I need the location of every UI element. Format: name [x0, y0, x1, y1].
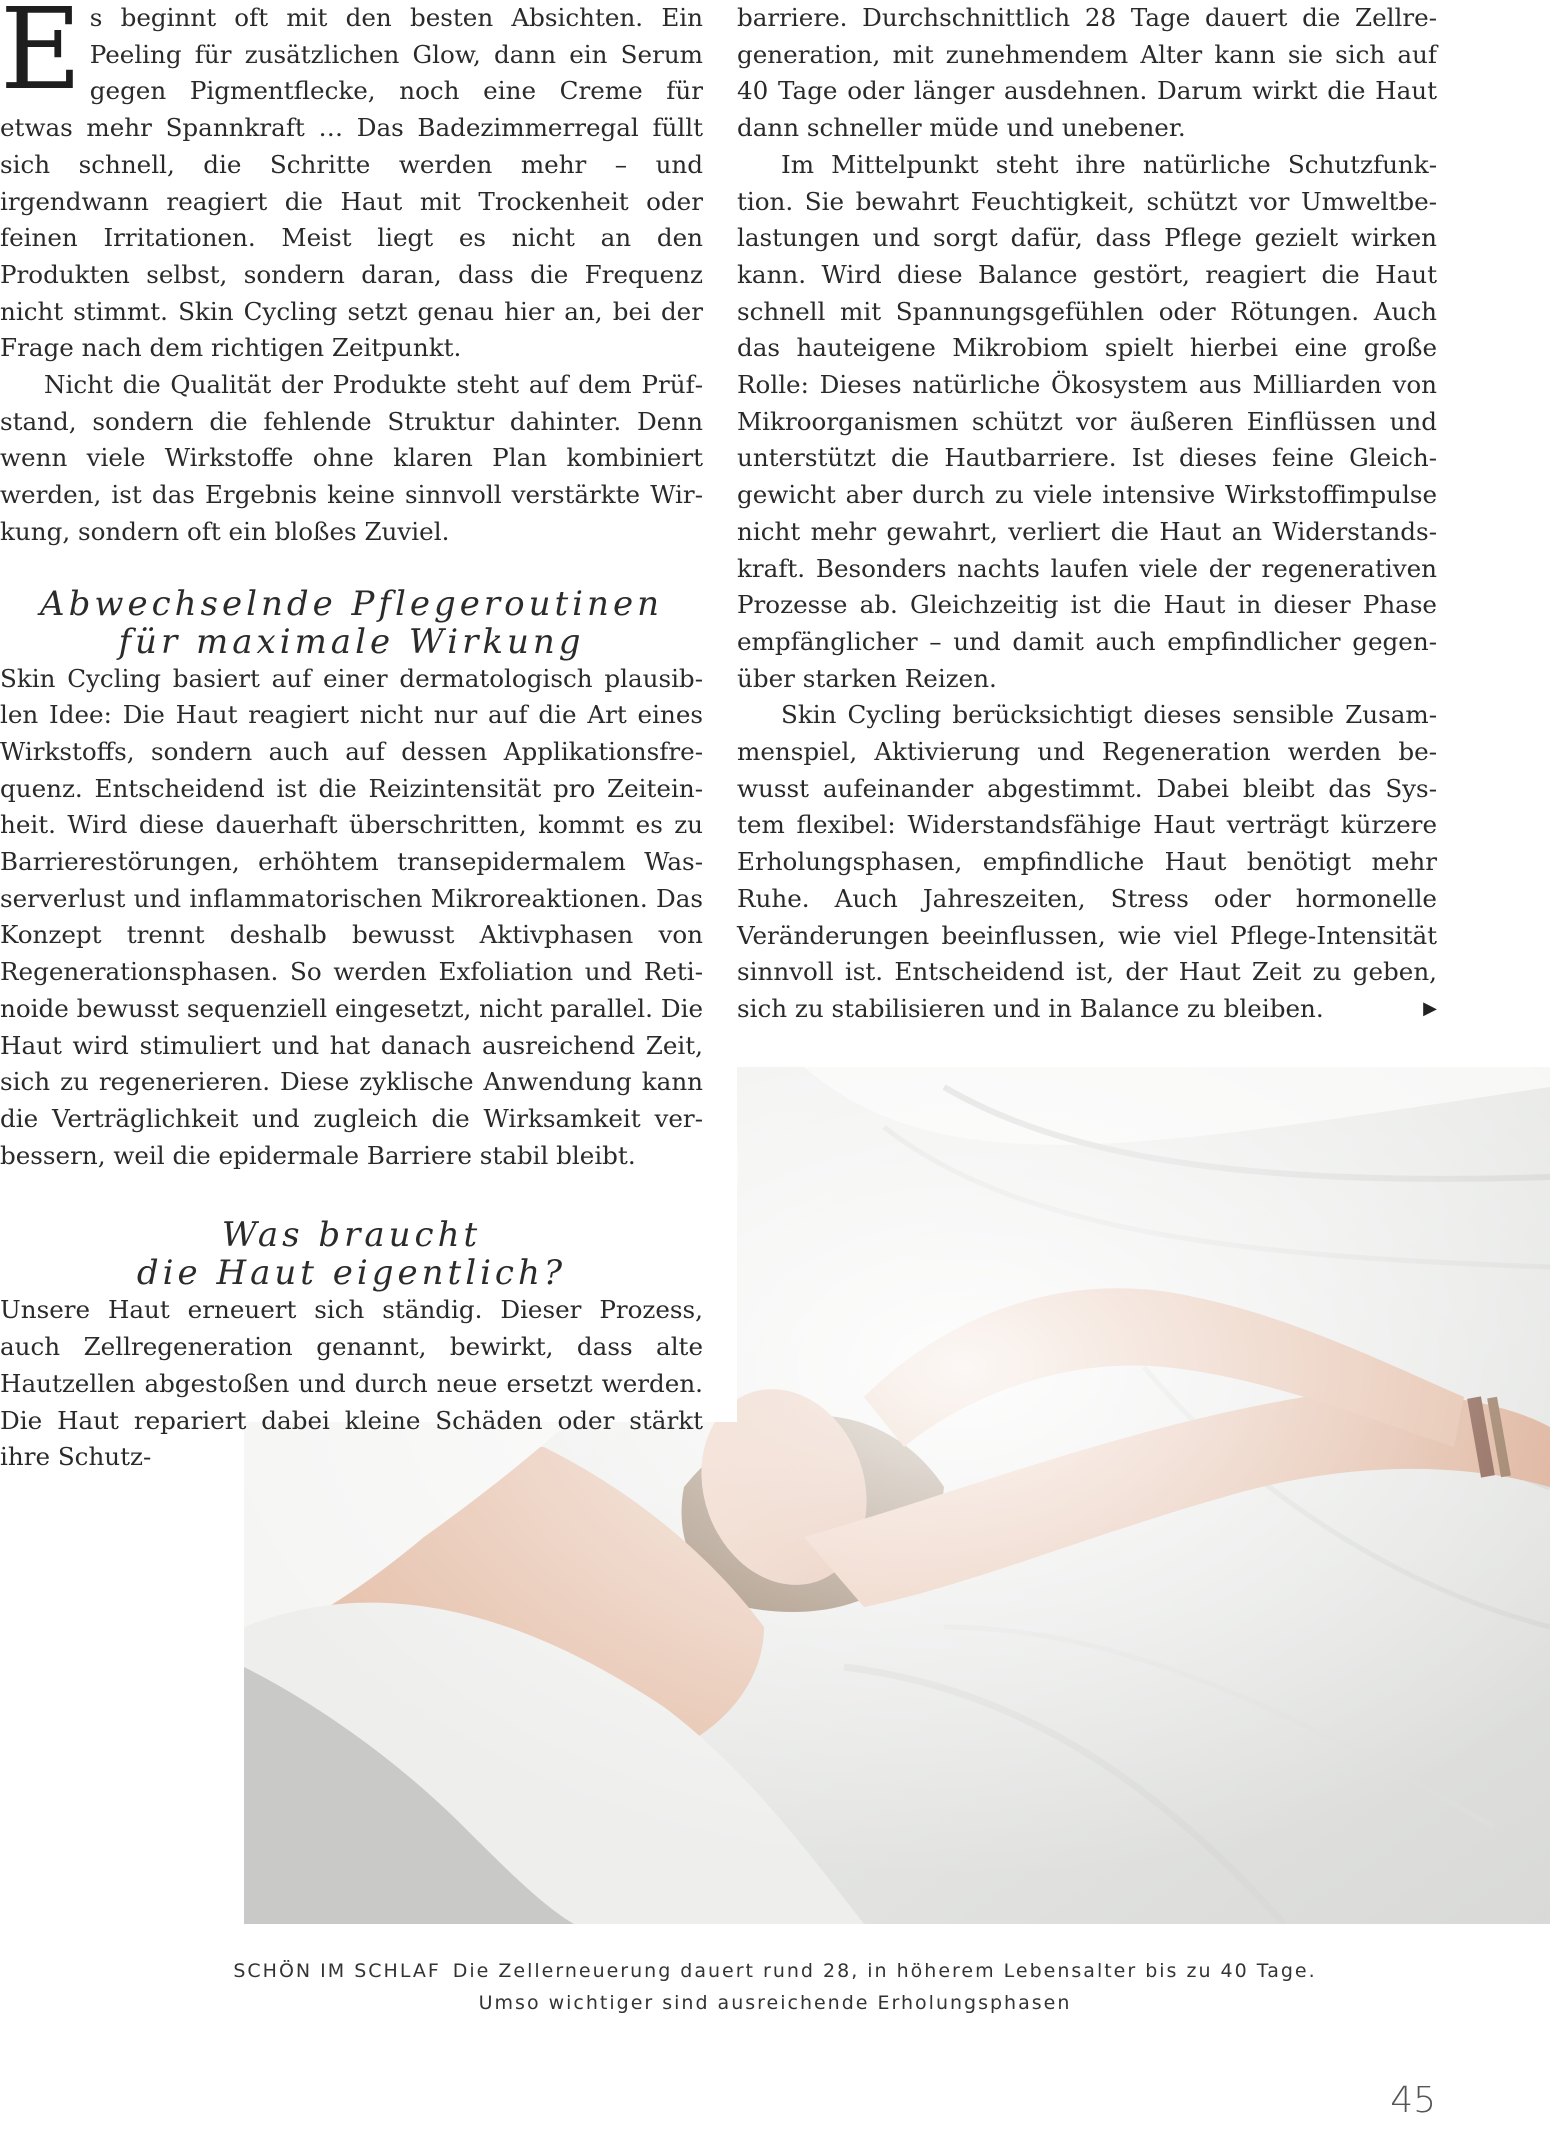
article-column-left	[0, 0, 703, 1476]
subheading-line: für maximale Wirkung	[118, 621, 585, 662]
caption-label: SCHÖN IM SCHLAF	[233, 1960, 441, 1982]
body-paragraph: Unsere Haut erneuert sich ständig. Dieser Prozess, auch Zellregeneration genannt, bewirkt, dass alte Hautzellen abgestoßen und durch neue ersetzt werden. Die Haut repariert dabei kleine Schäden oder stärkt ihre Schutz-	[0, 1295, 703, 1472]
subheading-line: Abwechselnde Pflegeroutinen	[40, 583, 663, 624]
end-of-article-icon: ▶	[1423, 997, 1437, 1019]
body-paragraph	[737, 697, 1437, 1027]
intro-text: s beginnt oft mit den besten Absichten. Ein Peeling für zusätzlichen Glow, dann ein Serum gegen Pigmentflecke, noch eine Creme für etwas mehr Spannkraft … Das Badezimmerregal füllt sich schnell, die Schritte werden mehr – und irgendwann reagiert die Haut mit Trockenheit oder feinen Irritationen. Meist liegt es nicht an den Produkten selbst, sondern daran, dass die Frequenz nicht stimmt. Skin Cycling setzt genau hier an, bei der Frage nach dem richtigen Zeitpunkt.	[0, 3, 703, 363]
intro-paragraph	[0, 0, 703, 367]
dropcap: E	[0, 0, 82, 115]
body-paragraph: Im Mittelpunkt steht ihre natürliche Schutzfunktion. Sie bewahrt Feuchtigkeit, schützt vor Umweltbelastungen und sorgt dafür, dass Pflege gezielt wirken kann. Wird diese Balance gestört, reagiert die Haut schnell mit Spannungsgefühlen oder Rötungen. Auch das hauteigene Mikrobiom spielt hierbei eine große Rolle: Dieses natürliche Ökosystem aus Milliarden von Mikroorganismen schützt vor äußeren Einflüssen und unterstützt die Hautbarriere. Ist dieses feine Gleichgewicht aber durch zu viele intensive Wirkstoffimpulse nicht mehr gewahrt, verliert die Haut an Widerstandskraft. Besonders nachts laufen viele der regenerativen Prozesse ab. Gleichzeitig ist die Haut in dieser Phase empfänglicher – und damit auch empfindlicher gegenüber starken Reizen.	[737, 149, 1437, 693]
subheading-skin-needs	[0, 1216, 703, 1292]
body-paragraph: Nicht die Qualität der Produkte steht auf dem Prüfstand, sondern die fehlende Struktur dahinter. Denn wenn viele Wirkstoffe ohne klaren Plan kombiniert werden, ist das Ergebnis keine sinnvoll verstärkte Wirkung, sondern oft ein bloßes Zuviel.	[0, 370, 703, 546]
caption-text: Die Zellerneuerung dauert rund 28, in höherem Lebensalter bis zu 40 Tage.	[452, 1960, 1317, 1982]
subheading-line: die Haut eigentlich?	[136, 1253, 567, 1294]
closing-text: Skin Cycling berücksichtigt dieses sensible Zusammenspiel, Aktivierung und Regeneration werden bewusst aufeinander abgestimmt. Dabei bleibt das System flexibel: Widerstandsfähige Haut verträgt kürzere Erholungsphasen, empfindliche Haut benötigt mehr Ruhe. Auch Jahreszeiten, Stress oder hormonelle Veränderungen beeinflussen, wie viel Pflege-Intensität sinnvoll ist. Entscheidend ist, der Haut Zeit zu geben, sich zu stabilisieren und in Balance zu bleiben.	[737, 700, 1437, 1023]
photo-caption-line2: Umso wichtiger sind ausreichende Erholungsphasen	[478, 1992, 1072, 2014]
photo-caption	[0, 1960, 1550, 1982]
body-paragraph: barriere. Durchschnittlich 28 Tage dauert die Zellregeneration, mit zunehmendem Alter kann sie sich auf 40 Tage oder länger ausdehnen. Darum wirkt die Haut dann schneller müde und unebener.	[737, 3, 1437, 143]
subheading-routines	[0, 585, 703, 661]
body-paragraph: Skin Cycling basiert auf einer dermatologisch plausiblen Idee: Die Haut reagiert nicht nur auf die Art eines Wirkstoffs, sondern auch auf dessen Applikationsfrequenz. Entscheidend ist die Reizintensität pro Zeiteinheit. Wird diese dauerhaft überschritten, kommt es zu Barrierestörungen, erhöhtem transepidermalem Wasserverlust und inflammatorischen Mikroreaktionen. Das Konzept trennt deshalb bewusst Aktivphasen von Regenerationsphasen. So werden Exfoliation und Retinoide bewusst sequenziell eingesetzt, nicht parallel. Die Haut wird stimuliert und hat danach ausreichend Zeit, sich zu regenerieren. Diese zyklische Anwendung kann die Verträglichkeit und zugleich die Wirksamkeit verbessern, weil die epidermale Barriere stabil bleibt.	[0, 663, 703, 1170]
page-number: 45	[1390, 2080, 1436, 2121]
article-column-right	[737, 0, 1437, 1028]
subheading-line: Was braucht	[221, 1215, 482, 1256]
